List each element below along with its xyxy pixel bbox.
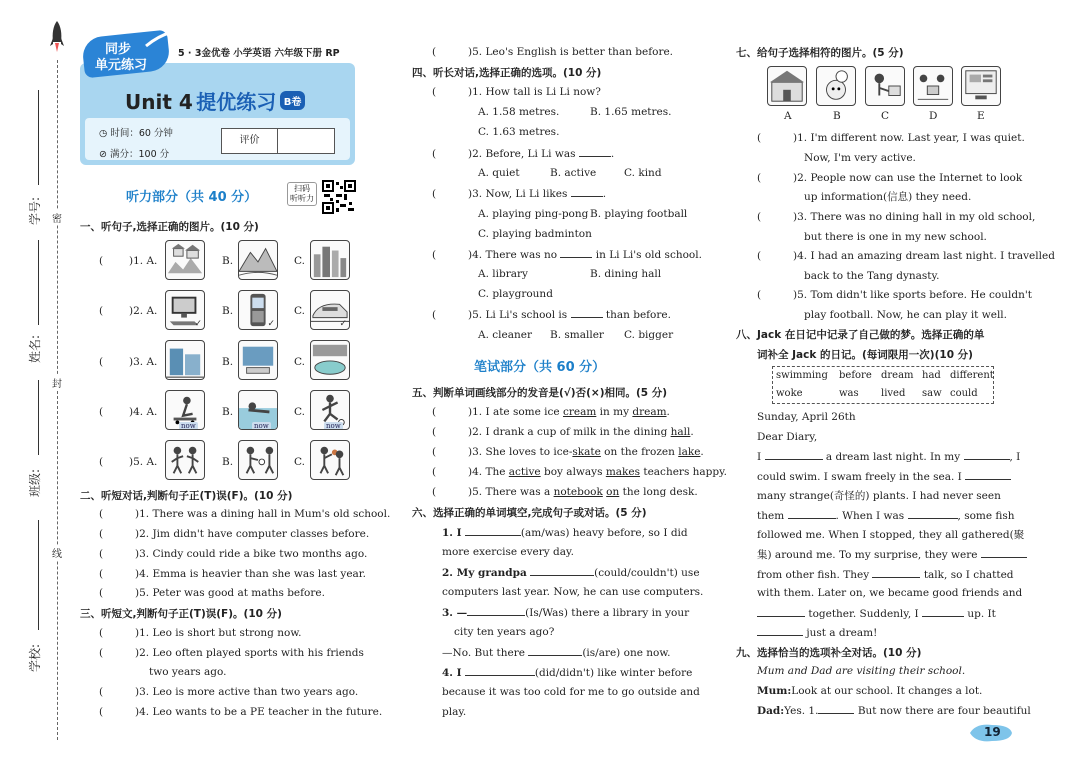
picture-high-speed-train[interactable]: ✓ (310, 290, 350, 330)
picture-mobile-phone[interactable]: ✓ (238, 290, 278, 330)
diary-1b: a dream last night. In my (825, 451, 961, 463)
diary-1c: , I (1009, 451, 1021, 463)
sec6-title: 六、选择正确的单词填空,完成句子或对话。(5 分) (412, 507, 647, 519)
sec4-q4-text-b: in Li Li's old school. (595, 249, 702, 261)
word-lived: lived (881, 388, 906, 399)
picture-skateboarding[interactable] (165, 390, 205, 430)
sec7-letter-e: E (977, 110, 985, 122)
sec4-q2-text: )2. Before, Li Li was (468, 148, 576, 160)
mum-text: Look at our school. It changes a lot. (791, 685, 983, 697)
sec6-q3-a: 3. — (442, 607, 468, 619)
picture-swimming[interactable] (238, 390, 278, 430)
picture-swimming-pool[interactable] (310, 340, 350, 380)
sec5-item-1[interactable]: ( )1. I ate some ice cream in my dream. (432, 406, 670, 418)
clock-icon: ◷ (99, 128, 111, 139)
sec5-4-t2: boy always (540, 466, 606, 478)
series-info: 5 · 3金优卷 小学英语 六年级下册 RP (178, 48, 340, 59)
binding-line (57, 60, 58, 740)
sec1-q1-b: B. (222, 255, 234, 267)
sec1-q4-c-now: now (326, 422, 341, 430)
sec6-q2-a: 2. My grandpa (442, 567, 527, 579)
sec2-item-3[interactable]: ( )3. Cindy could ride a bike two months ago. (99, 548, 368, 560)
picture-village-houses[interactable] (165, 240, 205, 280)
diary-blank-4[interactable] (788, 508, 836, 519)
diary-blank-1[interactable] (765, 449, 823, 460)
sec1-q3-c: C. (294, 356, 305, 368)
paper-tag: B卷 (280, 91, 306, 110)
class-field[interactable] (38, 380, 39, 455)
sec7-item-5-cont: play football. Now, he can play it well. (804, 309, 1007, 321)
sec1-q5-c: C. (294, 456, 305, 468)
sec5-item-4[interactable]: ( )4. The active boy always makes teachers happy. (432, 466, 728, 478)
sec1-q3-num: )3. A. (129, 356, 158, 368)
dad-label: Dad: (757, 705, 785, 717)
sec2-item-1[interactable]: ( )1. There was a dining hall in Mum's old school. (99, 508, 391, 520)
sec1-q2-c: C. (294, 305, 305, 317)
sec2-item-2[interactable]: ( )2. Jim didn't have computer classes before. (99, 528, 370, 540)
rocket-icon (50, 20, 64, 54)
sec6-q4-cont: because it was too cold for me to go outside and (442, 686, 700, 698)
sec4-q5-opt-a[interactable]: A. cleaner (478, 329, 532, 341)
sec3-item-5[interactable]: ( )5. Leo's English is better than before. (432, 46, 674, 58)
sec3-item-1[interactable]: ( )1. Leo is short but strong now. (99, 627, 302, 639)
diary-4b: . When I was (835, 510, 905, 522)
full-score (99, 146, 169, 160)
sec2-item-5-text: )5. Peter was good at maths before. (135, 587, 325, 599)
sec5-5-t0: )5. There was a (468, 486, 554, 498)
sec6-q3-b: (Is/Was) there a library in your (525, 607, 690, 619)
dialogue-dad (757, 703, 1031, 718)
sec4-q4-text-a: )4. There was no (468, 249, 558, 261)
sec1-q5-paren[interactable]: ( (99, 456, 104, 468)
check-circle-icon: ⊘ (99, 149, 110, 160)
diary-blank-8[interactable] (757, 606, 805, 617)
diary-7a: from other fish. They (757, 569, 870, 581)
name-field[interactable] (38, 240, 39, 325)
full-score-text: 满分：100 分 (109, 149, 170, 160)
sec1-q4-paren[interactable]: ( (99, 406, 104, 418)
badge-line1: 同步 (105, 42, 132, 57)
picture-kids-basketball[interactable] (310, 440, 350, 480)
sec1-q2-paren[interactable]: ( (99, 305, 104, 317)
picture-reading-kid[interactable] (865, 66, 905, 106)
sec6-q3 (442, 605, 689, 620)
sec7-item-1-text: )1. I'm different now. Last year, I was quiet. (793, 132, 1025, 144)
sec6-q4-blank[interactable] (465, 665, 535, 676)
sec8-title-1: 八、Jack 在日记中记录了自己做的梦。选择正确的单 (736, 329, 985, 341)
evaluation-label: 评价 (222, 129, 278, 153)
sec5-3-u1: skate (572, 446, 601, 458)
sec4-title: 四、听长对话,选择正确的选项。(10 分) (412, 67, 602, 79)
sec4-q2[interactable]: ( )2. Before, Li Li was . (432, 148, 615, 160)
sec6-q1-cont: more exercise every day. (442, 546, 574, 558)
sec6-q2-b: (could/couldn't) use (594, 567, 700, 579)
sec1-q4-b: B. (222, 406, 234, 418)
sec3-item-1-text: )1. Leo is short but strong now. (135, 627, 302, 639)
sec5-3-t4: . (700, 446, 704, 458)
qr-label: 扫码 听听力 (287, 182, 317, 206)
sec7-item-4-text: )4. I had an amazing dream last night. I travelled (793, 250, 1055, 262)
sec7-item-1-cont: Now, I'm very active. (804, 152, 916, 164)
sec6-q2-blank[interactable] (530, 565, 594, 576)
sec4-q3-opt-a[interactable]: A. playing ping-pong (478, 208, 589, 220)
sec5-4-t0: )4. The (468, 466, 509, 478)
sec7-item-5[interactable]: ( )5. Tom didn't like sports before. He couldn't (757, 289, 1032, 301)
picture-school-building[interactable] (165, 340, 205, 380)
dad-text-1: Yes. 1. (784, 705, 819, 717)
sec3-item-2-cont: two years ago. (149, 666, 227, 678)
sec4-q2-blank[interactable] (579, 146, 611, 157)
sec3-item-4[interactable]: ( )4. Leo wants to be a PE teacher in the future. (99, 706, 383, 718)
diary-blank-9[interactable] (922, 606, 964, 617)
page-number: 19 (984, 725, 1001, 739)
sec7-item-3-cont: but there is one in my new school. (804, 231, 987, 243)
sec3-item-4-text: )4. Leo wants to be a PE teacher in the future. (135, 706, 383, 718)
sec3-title: 三、听短文,判断句子正(T)误(F)。(10 分) (80, 608, 282, 620)
sec1-title: 一、听句子,选择正确的图片。(10 分) (80, 221, 259, 233)
sec7-item-3-text: )3. There was no dining hall in my old school, (793, 211, 1036, 223)
picture-kids-with-ball[interactable] (238, 440, 278, 480)
sec2-title: 二、听短对话,判断句子正(T)误(F)。(10 分) (80, 490, 293, 502)
sec4-q3-opt-c[interactable]: C. playing badminton (478, 228, 592, 240)
sec4-q1-text: )1. How tall is Li Li now? (468, 86, 601, 98)
sec5-2-t0: )2. I drank a cup of milk in the dining (468, 426, 671, 438)
sec7-item-2-cont: up information(信息) they need. (804, 191, 972, 203)
sec6-q4-b: (did/didn't) like winter before (534, 667, 693, 679)
sec4-q3-text: )3. Now, Li Li likes (468, 188, 568, 200)
sec3-item-2[interactable]: ( )2. Leo often played sports with his friends (99, 647, 364, 659)
dialogue-blank-1[interactable] (818, 703, 854, 714)
diary-blank-2[interactable] (964, 449, 1010, 460)
sec5-1-t0: )1. I ate some ice (468, 406, 563, 418)
sec6-q3-cont: city ten years ago? (454, 626, 555, 638)
word-swimming: swimming (776, 370, 828, 381)
picture-campus-sign[interactable] (238, 340, 278, 380)
sec4-q4-opt-c[interactable]: C. playground (478, 288, 553, 300)
sec3-item-3-text: )3. Leo is more active than two years ago. (135, 686, 359, 698)
sec4-q4-opt-b[interactable]: B. dining hall (590, 268, 662, 280)
word-before: before (839, 370, 872, 381)
word-different: different (950, 370, 994, 381)
page-number-badge (966, 723, 1014, 743)
picture-two-kids-playing[interactable] (165, 440, 205, 480)
sec4-q3-opt-b[interactable]: B. playing football (590, 208, 688, 220)
sec1-q4-num: )4. A. (129, 406, 158, 418)
diary-blank-5[interactable] (908, 508, 958, 519)
sec4-q2-opt-c[interactable]: C. kind (624, 167, 662, 179)
diary-6a: 集) around me. To my surprise, they were (757, 549, 978, 561)
sec4-q5-blank[interactable] (571, 307, 603, 318)
sec3-item-3[interactable]: ( )3. Leo is more active than two years ago. (99, 686, 359, 698)
sec5-4-u3: makes (605, 466, 641, 478)
sec1-q3-paren[interactable]: ( (99, 356, 104, 368)
sec4-q5[interactable]: ( )5. Li Li's school is than before. (432, 309, 671, 321)
sec5-1-t2: in my (596, 406, 633, 418)
diary-line-7 (757, 567, 1014, 582)
sec4-q1[interactable]: ( )1. How tall is Li Li now? (432, 86, 601, 98)
sec5-1-u3: dream (632, 406, 667, 418)
picture-playing-football[interactable] (310, 390, 350, 430)
binding-mark-3: 线 (52, 545, 62, 560)
sec4-q4[interactable]: ( )4. There was no in Li Li's old school. (432, 249, 702, 261)
unit-title (125, 86, 305, 115)
diary-date: Sunday, April 26th (757, 411, 856, 423)
school-label: 学校: (28, 643, 42, 672)
sec5-3-u3: lake (678, 446, 701, 458)
sec7-item-4-cont: back to the Tang dynasty. (804, 270, 940, 282)
binding-mark-1: 密 (52, 210, 62, 225)
sec5-item-2[interactable]: ( )2. I drank a cup of milk in the dining hall. (432, 426, 694, 438)
sec3-item-2-text: )2. Leo often played sports with his friends (135, 647, 364, 659)
diary-line-1 (757, 449, 1020, 464)
picture-dreaming-boy[interactable] (816, 66, 856, 106)
sec7-item-1[interactable]: ( )1. I'm different now. Last year, I was quiet. (757, 132, 1025, 144)
sec7-letter-b: B (833, 110, 841, 122)
word-had: had (922, 370, 941, 381)
word-woke: woke (776, 388, 803, 399)
sec4-q1-opt-b[interactable]: B. 1.65 metres. (590, 106, 672, 118)
sec7-item-4[interactable]: ( )4. I had an amazing dream last night. I travelled (757, 250, 1055, 262)
badge-line2: 单元练习 (95, 58, 148, 73)
sec7-title: 七、给句子选择相符的图片。(5 分) (736, 47, 904, 59)
diary-9c: up. It (967, 608, 996, 620)
diary-7b: talk, so I chatted (923, 569, 1014, 581)
diary-4a: them (757, 510, 785, 522)
sec4-q3-blank[interactable] (571, 186, 603, 197)
sec5-item-5[interactable]: ( )5. There was a notebook on the long desk. (432, 486, 698, 498)
diary-blank-7[interactable] (872, 567, 920, 578)
unit-label: Unit 4 (125, 90, 193, 114)
sec4-q3[interactable]: ( )3. Now, Li Li likes . (432, 188, 607, 200)
sec6-q4-cont2: play. (442, 706, 467, 718)
sec4-q5-opt-b[interactable]: B. smaller (550, 329, 604, 341)
sec6-q1 (442, 525, 688, 540)
word-saw: saw (922, 388, 942, 399)
sec1-q3-b: B. (222, 356, 234, 368)
sec6-q1-a: 1. I (442, 527, 462, 539)
sec1-q5-num: )5. A. (129, 456, 158, 468)
sec7-item-2-text: )2. People now can use the Internet to look (793, 172, 1023, 184)
sec6-q1-b: (am/was) heavy before, so I did (520, 527, 688, 539)
dialogue-intro: Mum and Dad are visiting their school. (757, 665, 966, 677)
sec5-3-t2: on the frozen (600, 446, 679, 458)
sec2-item-5[interactable]: ( )5. Peter was good at maths before. (99, 587, 325, 599)
picture-mountains[interactable] (238, 240, 278, 280)
sec7-item-3[interactable]: ( )3. There was no dining hall in my old school, (757, 211, 1036, 223)
sec2-item-2-text: )2. Jim didn't have computer classes before. (135, 528, 370, 540)
sec4-q5-opt-c[interactable]: C. bigger (624, 329, 674, 341)
diary-2a: could swim. I swam freely in the sea. I (757, 471, 962, 483)
picture-desktop-computer[interactable]: ✓ (165, 290, 205, 330)
sec7-letter-c: C (881, 110, 890, 122)
word-dream: dream (881, 370, 914, 381)
class-label: 班级: (28, 468, 42, 497)
qr-code-icon[interactable] (322, 180, 356, 214)
sec4-q4-opt-a[interactable]: A. library (478, 268, 528, 280)
sec2-item-4-text: )4. Emma is heavier than she was last year. (135, 568, 366, 580)
sec1-q5-b: B. (222, 456, 234, 468)
sec4-q1-opt-a[interactable]: A. 1.58 metres. (478, 106, 560, 118)
word-could: could (950, 388, 978, 399)
sec1-q1-num: )1. A. (129, 255, 158, 267)
sec5-5-u1: notebook (553, 486, 603, 498)
evaluation-box[interactable] (221, 128, 335, 154)
sec6-q1-blank[interactable] (465, 525, 521, 536)
sec5-1-t4: . (666, 406, 670, 418)
sec5-4-t4: teachers happy. (640, 466, 728, 478)
picture-computer-screen[interactable] (961, 66, 1001, 106)
diary-line-3: many strange(奇怪的) plants. I had never seen (757, 490, 1001, 502)
diary-line-5: followed me. When I stopped, they all gathered(聚 (757, 529, 1025, 541)
sec4-q4-blank[interactable] (560, 247, 592, 258)
mum-label: Mum: (757, 685, 792, 697)
school-field[interactable] (38, 520, 39, 630)
diary-line-4 (757, 508, 1015, 523)
diary-line-8: with them. Later on, we became good friends and (757, 587, 1023, 599)
sec6-q2-cont: computers last year. Now, he can use computers. (442, 586, 704, 598)
diary-10b: just a dream! (806, 627, 878, 639)
dad-text-2: But now there are four beautiful (857, 705, 1031, 717)
listening-title: 听力部分（共 40 分） (126, 190, 258, 205)
sec4-q5-text-a: )5. Li Li's school is (468, 309, 568, 321)
diary-line-6 (757, 547, 1027, 562)
word-bank (772, 366, 994, 404)
picture-kids-at-computer[interactable] (913, 66, 953, 106)
sec5-1-u1: cream (562, 406, 597, 418)
writing-title: 笔试部分（共 60 分） (474, 360, 606, 375)
picture-city-buildings[interactable] (310, 240, 350, 280)
sec6-q4 (442, 665, 692, 680)
sec5-3-t0: )3. She loves to ice- (468, 446, 573, 458)
sec4-q1-opt-c[interactable]: C. 1.63 metres. (478, 126, 560, 138)
sec1-q2-b: B. (222, 305, 234, 317)
sec6-q2 (442, 565, 700, 580)
sec6-q3-reply-b: (is/are) one now. (582, 647, 671, 659)
sec2-item-3-text: )3. Cindy could ride a bike two months ago. (135, 548, 368, 560)
time-limit-text: 时间：60 分钟 (110, 128, 173, 139)
sec4-q2-opt-a[interactable]: A. quiet (478, 167, 520, 179)
sec8-title-2: 词补全 Jack 的日记。(每词限用一次)(10 分) (757, 349, 973, 361)
sec5-5-u3: on (606, 486, 620, 498)
practice-label: 提优练习 (196, 90, 277, 114)
comet-icon (144, 30, 174, 48)
name-label: 姓名: (28, 334, 42, 363)
picture-school-dining-hall[interactable] (767, 66, 807, 106)
sec6-q3-reply-a: —No. But there (442, 647, 525, 659)
diary-blank-3[interactable] (965, 469, 1011, 480)
sec7-letter-a: A (784, 110, 792, 122)
sec5-title: 五、判断单词画线部分的发音是(√)否(×)相同。(5 分) (412, 387, 668, 399)
sec6-q3-reply (442, 645, 670, 660)
sec9-title: 九、选择恰当的选项补全对话。(10 分) (736, 647, 922, 659)
sec4-q2-opt-b[interactable]: B. active (550, 167, 597, 179)
sec1-q1-c: C. (294, 255, 305, 267)
sec1-q4-a-now: now (181, 422, 196, 430)
sec2-item-1-text: )1. There was a dining hall in Mum's old school. (135, 508, 391, 520)
diary-line-2 (757, 469, 1011, 484)
student-id-label: 学号: (28, 196, 42, 225)
diary-blank-10[interactable] (757, 625, 803, 636)
sec5-4-u1: active (508, 466, 541, 478)
sec7-item-5-text: )5. Tom didn't like sports before. He couldn't (793, 289, 1032, 301)
binding-margin (0, 0, 75, 764)
sec5-2-t2: . (690, 426, 694, 438)
word-was: was (839, 388, 859, 399)
diary-line-10 (757, 625, 877, 640)
sec5-5-t4: the long desk. (619, 486, 698, 498)
dialogue-mum (757, 684, 982, 698)
student-id-field[interactable] (38, 90, 39, 185)
sec1-q2-num: )2. A. (129, 305, 158, 317)
sec3-item-5-text: )5. Leo's English is better than before. (468, 46, 674, 58)
sec7-letter-d: D (929, 110, 938, 122)
sec6-q4-a: 4. I (442, 667, 462, 679)
diary-blank-6[interactable] (981, 547, 1027, 558)
time-limit (99, 125, 173, 139)
diary-9b: together. Suddenly, I (808, 608, 919, 620)
sec4-q5-text-b: than before. (605, 309, 671, 321)
sec6-q3-reply-blank[interactable] (528, 645, 582, 656)
sec5-2-u1: hall (670, 426, 691, 438)
sec1-q4-b-now: now (254, 422, 269, 430)
sec1-q1-paren[interactable]: ( (99, 255, 104, 267)
diary-greeting: Dear Diary, (757, 431, 818, 443)
sec7-item-2[interactable]: ( )2. People now can use the Internet to look (757, 172, 1023, 184)
diary-4c: , some fish (957, 510, 1015, 522)
sec1-q4-c: C. (294, 406, 305, 418)
sec5-item-3[interactable]: ( )3. She loves to ice-skate on the frozen lake. (432, 446, 704, 458)
binding-mark-2: 封 (52, 375, 62, 390)
diary-1a: I (757, 451, 762, 463)
diary-line-9 (757, 606, 996, 621)
sec6-q3-blank[interactable] (467, 605, 525, 616)
sec2-item-4[interactable]: ( )4. Emma is heavier than she was last year. (99, 568, 366, 580)
